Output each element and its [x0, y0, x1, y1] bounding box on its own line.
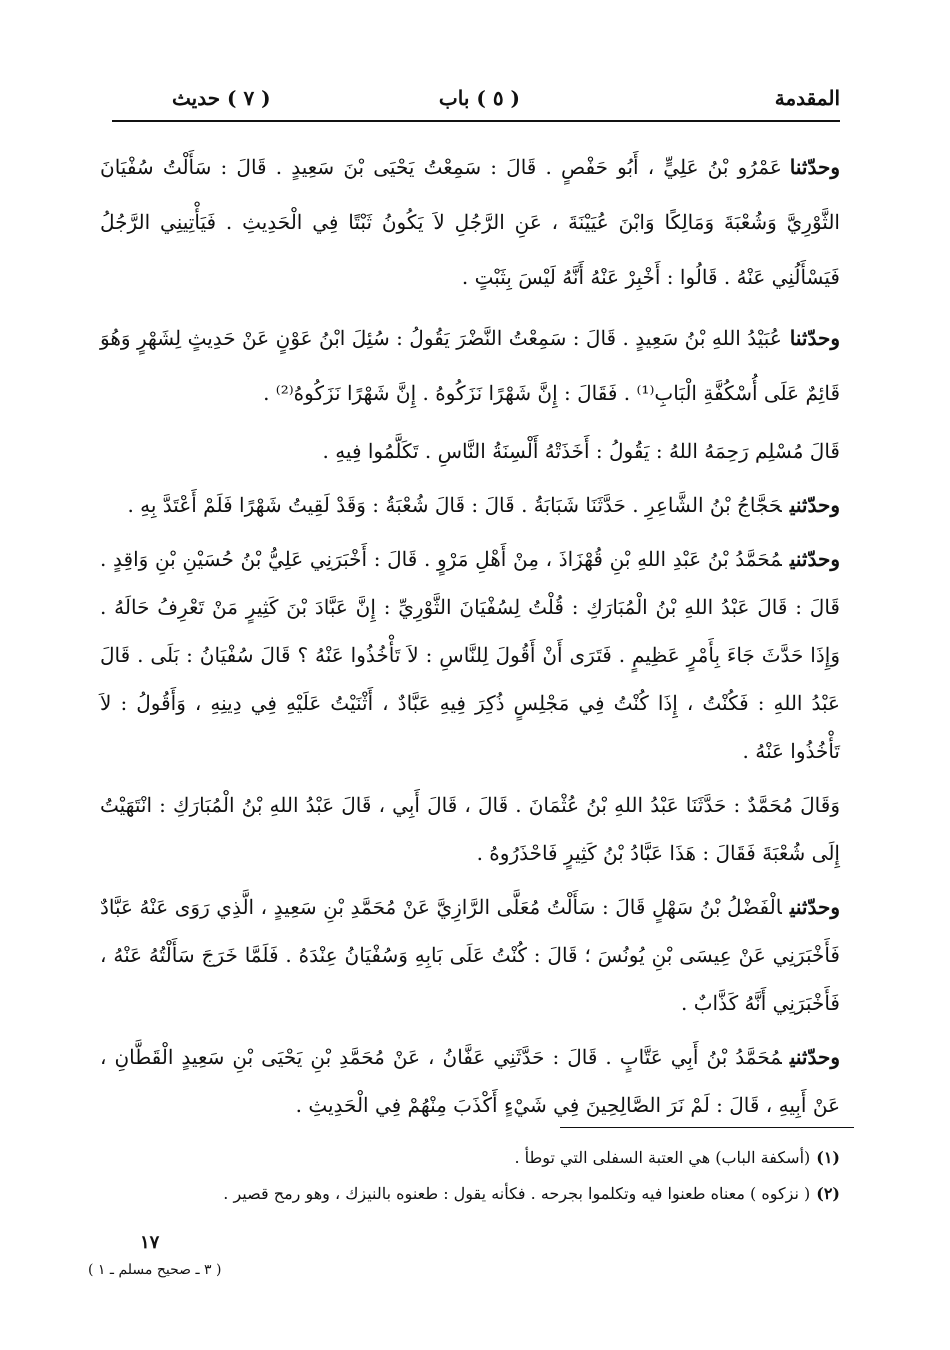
paragraph-lead: وحدّثني	[789, 547, 840, 571]
paragraph-text: عُبَيْدُ اللهِ بْنُ سَعِيدٍ . قَالَ : سَمِعْتُ النَّضْرَ يَقُولُ : سُئِلَ ابْنُ عَوْنٍ عَنْ حَدِيثٍ لِشَهْرٍ وَهُوَ قَائِمٌ عَلَى أُسْكُفَّةِ الْبَابِ⁽¹⁾ . فَقَالَ : إِنَّ شَهْرًا نَزَكُوهُ . إِنَّ شَهْرًا نَزَكُوهُ⁽²⁾ .	[100, 326, 840, 405]
paragraph-4	[100, 481, 840, 529]
paragraph-5	[100, 535, 840, 775]
paragraph-text: حَجَّاجُ بْنُ الشَّاعِرِ . حَدَّثَنَا شَبَابَةُ . قَالَ : قَالَ شُعْبَةُ : وَقَدْ لَقِيتُ شَهْرًا فَلَمْ أَعْتَدَّ بِهِ .	[127, 493, 782, 517]
paragraph-lead: وحدّثني	[789, 895, 840, 919]
paragraph-2	[100, 311, 840, 421]
paragraph-lead: وحدّثنا	[789, 326, 840, 350]
paragraph-text: مُحَمَّدُ بْنُ عَبْدِ اللهِ بْنِ قُهْزَاذَ ، مِنْ أَهْلِ مَرْوٍ . قَالَ : أَخْبَرَنِي عَلِيُّ بْنُ حُسَيْنِ بْنِ وَاقِدٍ . قَالَ : قَالَ عَبْدُ اللهِ بْنُ الْمُبَارَكِ : قُلْتُ لِسُفْيَانَ الثَّوْرِيِّ : إِنَّ عَبَّادَ بْنَ كَثِيرٍ مَنْ تَعْرِفُ حَالَهُ . وَإِذَا حَدَّثَ جَاءَ بِأَمْرٍ عَظِيمٍ . فَتَرَى أَنْ أَقُولَ لِلنَّاسِ : لاَ تَأْخُذُوا عَنْهُ ؟ قَالَ سُفْيَانُ : بَلَى . قَالَ عَبْدُ اللهِ : فَكُنْتُ ، إِذَا كُنْتُ فِي مَجْلِسٍ ذُكِرَ فِيهِ عَبَّادٌ ، أَثْنَيْتُ عَلَيْهِ فِي دِينِهِ ، وَأَقُولُ : لاَ تَأْخُذُوا عَنْهُ .	[100, 547, 840, 763]
paragraph-lead: وحدّثنا	[789, 155, 841, 179]
footnote-text: (أسكفة الباب) هي العتبة السفلى التي توطأ .	[514, 1148, 811, 1167]
footnote-number: (١)	[816, 1148, 840, 1167]
paragraph-lead: وحدّثني	[789, 1045, 840, 1069]
footnotes	[150, 1140, 840, 1212]
paragraph-text: عَمْرُو بْنُ عَلِيٍّ ، أَبُو حَفْصٍ . قَالَ : سَمِعْتُ يَحْيَى بْنَ سَعِيدٍ . قَالَ : سَأَلْتُ سُفْيَانَ الثَّوْرِيَّ وَشُعْبَةَ وَمَالِكًا وَابْنَ عُيَيْنَةَ ، عَنِ الرَّجُلِ لاَ يَكُونُ ثَبْتًا فِي الْحَدِيثِ . فَيَأْتِينِي الرَّجُلُ فَيَسْأَلُنِي عَنْهُ . قَالُوا : أَخْبِرْ عَنْهُ أَنَّهُ لَيْسَ بِثَبْتٍ .	[100, 155, 840, 289]
footnote-2	[150, 1176, 840, 1212]
signature-mark: ( ٣ ـ صحيح مسلم ـ ١ )	[88, 1262, 222, 1278]
footnote-number: (٢)	[816, 1184, 840, 1203]
main-text	[100, 140, 840, 1135]
paragraph-text: قَالَ مُسْلِم رَحِمَهُ اللهُ : يَقُولُ : أَخَذَتْهُ أَلْسِنَةُ النَّاسِ . تَكَلَّمُوا فِيهِ .	[322, 439, 840, 463]
paragraph-7	[100, 883, 840, 1027]
paragraph-8	[100, 1033, 840, 1129]
footnote-text: ( نزكوه ) معناه طعنوا فيه وتكلموا بجرحه . فكأنه يقول : طعنوه بالنيزك ، وهو رمح قصير .	[223, 1184, 811, 1203]
paragraph-6	[100, 781, 840, 877]
footnote-1	[150, 1140, 840, 1176]
header-rule	[112, 120, 840, 122]
paragraph-text: مُحَمَّدُ بْنُ أَبِي عَتَّابٍ . قَالَ : حَدَّثَنِي عَفَّانُ ، عَنْ مُحَمَّدِ بْنِ يَحْيَى بْنِ سَعِيدٍ الْقَطَّانِ ، عَنْ أَبِيهِ ، قَالَ : لَمْ نَرَ الصَّالِحِينَ فِي شَيْءٍ أَكْذَبَ مِنْهُمْ فِي الْحَدِيثِ .	[100, 1045, 840, 1117]
hadith-number: ( ٧ ) حديث	[172, 86, 271, 110]
running-header	[110, 78, 840, 118]
paragraph-lead: وحدّثني	[789, 493, 840, 517]
bab-number: ( ٥ ) باب	[438, 86, 520, 110]
paragraph-1	[100, 140, 840, 305]
section-title: المقدمة	[774, 86, 840, 110]
paragraph-text: وَقَالَ مُحَمَّدٌ : حَدَّثَنَا عَبْدُ اللهِ بْنُ عُثْمَانَ . قَالَ ، قَالَ أَبِي ، قَالَ عَبْدُ اللهِ بْنُ الْمُبَارَكِ : انْتَهَيْتُ إِلَى شُعْبَةَ فَقَالَ : هَذَا عَبَّادُ بْنُ كَثِيرٍ فَاحْذَرُوهُ .	[100, 793, 840, 865]
paragraph-3	[100, 427, 840, 475]
paragraph-text: الْفَضْلُ بْنُ سَهْلٍ قَالَ : سَأَلْتُ مُعَلَّى الرَّازِيَّ عَنْ مُحَمَّدِ بْنِ سَعِيدٍ ، الَّذِي رَوَى عَنْهُ عَبَّادٌ فَأَخْبَرَنِي عَنْ عِيسَى بْنِ يُونُسَ ؛ قَالَ : كُنْتُ عَلَى بَابِهِ وَسُفْيَانُ عِنْدَهُ . فَلَمَّا خَرَجَ سَأَلْتُهُ عَنْهُ ، فَأَخْبَرَنِي أَنَّهُ كَذَّابٌ .	[100, 895, 840, 1015]
page-number: ١٧	[140, 1232, 160, 1253]
footnote-rule	[560, 1127, 854, 1128]
